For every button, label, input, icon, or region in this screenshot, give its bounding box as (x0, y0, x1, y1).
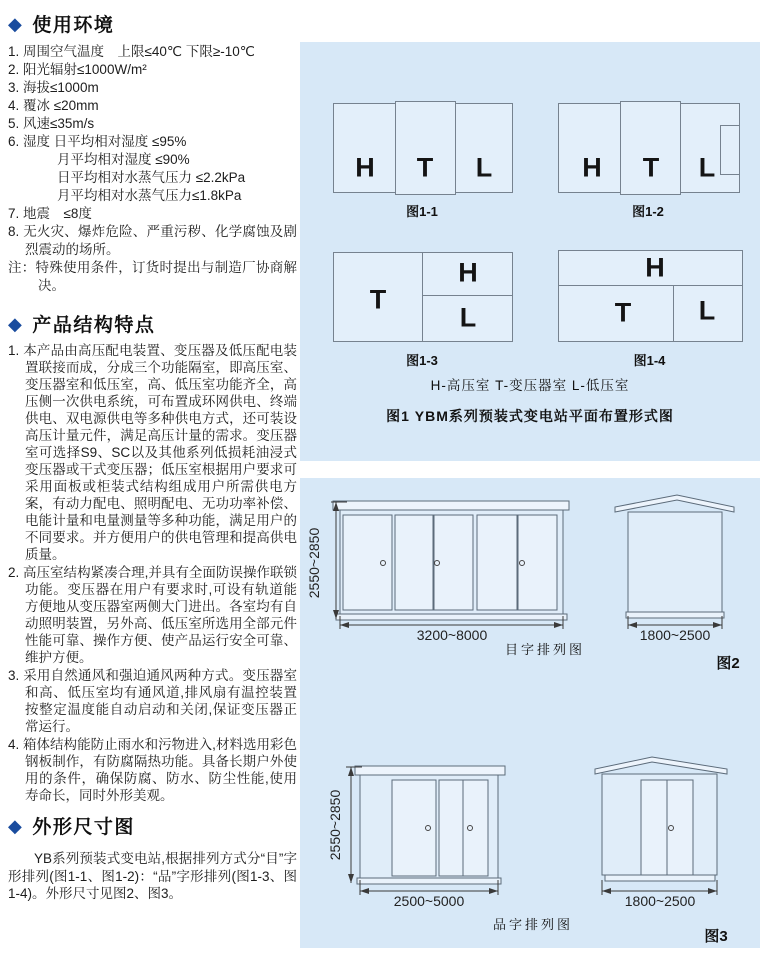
door-handle (520, 561, 525, 566)
section-title-dimensions: 外形尺寸图 (32, 816, 135, 838)
fig3-side-view (595, 757, 727, 881)
door-handle (435, 561, 440, 566)
room-letter-t: T (642, 152, 660, 183)
env-item-2: 2. 阳光辐射≤1000W/m² (8, 62, 147, 77)
left-column (8, 10, 297, 805)
room-letter-h: H (582, 152, 602, 183)
env-item-6-sub-1: 月平均相对湿度 ≤90% (57, 152, 190, 167)
room-divider (559, 285, 742, 286)
figure1-legend: H-高压室 T-变压器室 L-低压室 (430, 378, 630, 393)
door-panel (439, 780, 463, 876)
figure-1-2-label: 图1-2 (632, 204, 664, 219)
env-item-6-sub-3: 月平均相对水蒸气压力≤1.8kPa (57, 188, 242, 203)
fig3-caption: 品字排列图 (492, 917, 574, 932)
room-letter-t: T (416, 152, 434, 183)
fig2-caption: 目字排列图 (504, 642, 586, 657)
room-letter-l: L (459, 302, 477, 333)
env-note: 注：特殊使用条件，订货时提出与制造厂协商解决。 (8, 260, 297, 293)
room-letter-h: H (355, 152, 375, 183)
env-item-5: 5. 风速≤35m/s (8, 116, 95, 131)
env-item-6-sub-2: 日平均相对水蒸气压力 ≤2.2kPa (57, 170, 246, 185)
room-letter-h: H (645, 252, 665, 283)
cabinet-drawings (300, 478, 760, 948)
room-letter-l: L (475, 152, 493, 183)
feature-item-2: 2. 高压室结构紧凑合理,并具有全面防误操作联锁功能。变压器在用户有要求时,可设有轨道能方便地从变压器室两侧大门进出。各室均有自动照明装置，另外高、低压室所选用全部元件性能可靠、操作方便、使产品运行安全可靠、维护方便。 (8, 565, 297, 665)
figure1-panel (300, 42, 760, 461)
env-item-4: 4. 覆冰 ≤20mm (8, 98, 99, 113)
door-handle (426, 826, 431, 831)
section-heading-dimensions (8, 812, 297, 838)
figure-1-4-diagram (558, 250, 743, 342)
section-heading-environment (8, 10, 297, 36)
room-letter-l: L (698, 152, 716, 183)
arrowhead (348, 874, 354, 883)
env-item-7: 7. 地震 ≤8度 (8, 206, 92, 221)
env-item-1: 1. 周围空气温度 上限≤40℃ 下限≥-10℃ (8, 44, 255, 59)
section-title-features: 产品结构特点 (32, 314, 156, 336)
figure-1-3-diagram (333, 252, 513, 342)
arrowhead (713, 622, 722, 628)
peaked-roof (595, 757, 727, 774)
side-width-dimension-text: 1800~2500 (624, 893, 696, 909)
arrowhead (348, 767, 354, 776)
fig3-label: 图3 (704, 928, 728, 945)
room-letter-t: T (614, 297, 632, 328)
arrowhead (340, 622, 349, 628)
door-panel (463, 780, 488, 876)
figure-1-4-label: 图1-4 (633, 353, 666, 368)
section-dimensions (8, 812, 297, 903)
diamond-icon: ◆ (8, 314, 24, 334)
room-divider (422, 253, 423, 341)
diamond-icon: ◆ (8, 14, 24, 34)
base-plinth (605, 875, 715, 881)
figure-1-1-label: 图1-1 (406, 204, 438, 219)
arrowhead (628, 622, 637, 628)
feature-item-1: 1. 本产品由高压配电装置、变压器及低压配电装置联接而成，分成三个功能隔室，即高压室、变压器室和低压室，高、低压室功能齐全，高压侧一次供电系统，可布置成环网供电、终端供电、双电源供电等多种供电方式，还可装设高压计量元件，满足高压计量的需求。变压器室可选择S9、SC以及其他系列低损耗油浸式变压器或干式变压器；低压室根据用户要求可采用面板或柜装式结构组成用户所需供电方案，有动力配电、照明配电、无功功率补偿、电能计量和电量测量等多种功能，满足用户的不同要求。并方便用户的供电管理和提高供电质量。 (8, 343, 297, 562)
arrowhead (708, 888, 717, 894)
section-title-environment: 使用环境 (32, 14, 115, 36)
fig2-side-width-dimension (628, 616, 722, 643)
low-voltage-cubicle-box (720, 125, 740, 175)
peaked-roof (615, 495, 734, 512)
fig3-front-view (355, 766, 505, 884)
door-panel (641, 780, 667, 875)
env-item-8: 8. 无火灾、爆炸危险、严重污秽、化学腐蚀及剧烈震动的场所。 (8, 224, 297, 257)
height-dimension-text: 2550~2850 (306, 527, 322, 599)
base-plinth (626, 612, 724, 618)
arrowhead (602, 888, 611, 894)
door-panel (395, 515, 433, 610)
environment-list (8, 43, 297, 295)
fig3-side-width-dimension (602, 880, 717, 909)
door-handle (468, 826, 473, 831)
cabinet-body (628, 512, 722, 612)
base-plinth (336, 614, 567, 620)
width-dimension-text: 2500~5000 (393, 893, 465, 909)
figure-1-1-diagram (333, 103, 513, 193)
features-list (8, 342, 297, 804)
figure-1-3-label: 图1-3 (406, 353, 438, 368)
dimensions-paragraph: YB系列预装式变电站,根据排列方式分“目”字形排列(图1-1、图1-2)：“品”字形排列(图1-3、图1-4)。外形尺寸见图2、图3。 (8, 851, 297, 901)
base-plinth (357, 878, 501, 884)
room-letter-h: H (458, 257, 478, 288)
flat-roof (355, 766, 505, 775)
room-divider (673, 285, 674, 341)
arrowhead (489, 888, 498, 894)
diamond-icon: ◆ (8, 816, 24, 836)
room-divider (422, 295, 512, 296)
env-item-6: 6. 湿度 日平均相对湿度 ≤95% (8, 134, 187, 149)
height-dimension-text: 2550~2850 (327, 789, 343, 861)
figure23-panel (300, 478, 760, 948)
door-panel (477, 515, 517, 610)
arrowhead (554, 622, 563, 628)
env-item-3: 3. 海拔≤1000m (8, 80, 99, 95)
figure1-title: 图1 YBM系列预装式变电站平面布置形式图 (386, 408, 674, 424)
arrowhead (360, 888, 369, 894)
feature-item-4: 4. 箱体结构能防止雨水和污物进入,材料选用彩色钢板制作，有防腐隔热功能。具备长期户外使用的条件，确保防腐、防水、防尘性能,使用寿命长，同时外形美观。 (8, 737, 297, 803)
width-dimension-text: 3200~8000 (416, 627, 488, 643)
room-letter-l: L (698, 295, 716, 326)
door-handle (381, 561, 386, 566)
room-letter-t: T (369, 284, 387, 315)
flat-roof (333, 501, 569, 510)
fig2-front-view (333, 501, 569, 620)
figure-1-2-diagram (558, 103, 740, 193)
door-handle (669, 826, 674, 831)
fig3-height-dimension (327, 767, 362, 883)
side-width-dimension-text: 1800~2500 (639, 627, 711, 643)
fig2-label: 图2 (716, 655, 740, 672)
fig2-side-view (615, 495, 734, 618)
section-heading-features (8, 310, 297, 336)
feature-item-3: 3. 采用自然通风和强迫通风两种方式。变压器室和高、低压室均有通风道,排风扇有温控装置按整定温度能自动启动和关闭,保证变压器正常运行。 (8, 668, 297, 734)
